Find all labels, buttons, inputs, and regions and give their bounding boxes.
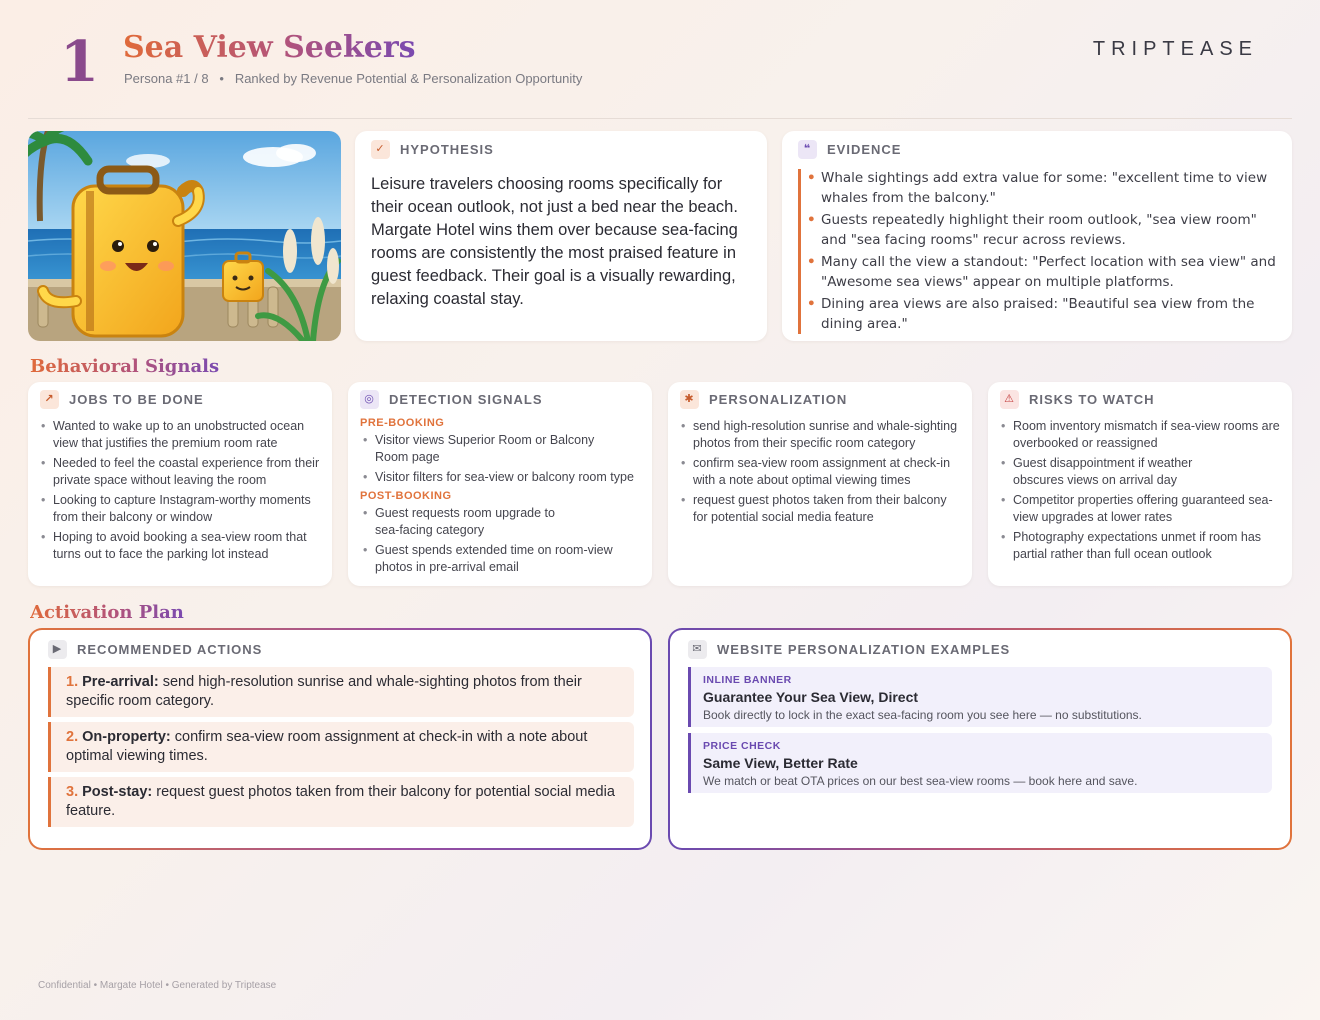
evidence-item: • Guests repeatedly highlight their room outlook, "sea view room" and "sea facing rooms" recur across reviews. (821, 211, 1276, 250)
behavioral-signals-title: Behavioral Signals (30, 356, 220, 377)
risks-heading: RISKS TO WATCH (1029, 392, 1155, 407)
evidence-item: • Whale sightings add extra value for some: "excellent time to view whales from the balcony." (821, 169, 1276, 208)
jobs-header (40, 390, 320, 409)
example-price-check (688, 733, 1272, 793)
recommended-actions-panel (28, 628, 652, 850)
pre-booking-label: PRE-BOOKING (360, 417, 445, 429)
warning-icon: ⚠ (1000, 390, 1019, 409)
action-number: 2. (66, 729, 79, 745)
persona-index: Persona #1 / 8 (124, 71, 209, 86)
website-personalization-panel (668, 628, 1292, 850)
header-divider (28, 118, 1292, 119)
list-item: • Guest disappointment if weather obscures views on arrival day (1000, 455, 1280, 489)
evidence-heading: EVIDENCE (827, 142, 902, 157)
page-footer: Confidential • Margate Hotel • Generated by Triptease (38, 980, 277, 991)
list-item: • send high-resolution sunrise and whale-sighting photos from their specific room category (680, 418, 960, 452)
detection-card (348, 382, 652, 586)
list-item: • Looking to capture Instagram-worthy moments from their balcony or window (40, 492, 320, 526)
example-tag: INLINE BANNER (703, 674, 792, 686)
list-item: • Wanted to wake up to an unobstructed ocean view that justifies the premium room rate (40, 418, 320, 452)
list-item: • Needed to feel the coastal experience from their private space without leaving the room (40, 455, 320, 489)
personalization-heading: PERSONALIZATION (709, 392, 848, 407)
example-title: Same View, Better Rate (703, 755, 858, 771)
action-text: confirm sea-view room assignment at check-in with a note about optimal viewing times. (66, 729, 588, 764)
example-inline-banner (688, 667, 1272, 727)
action-number: 1. (66, 674, 79, 690)
sparkle-icon: ✱ (680, 390, 699, 409)
action-label: Post-stay: (82, 784, 153, 800)
brand-logo: TRIPTEASE (1092, 38, 1258, 60)
actions-header (48, 640, 262, 659)
personalization-card (668, 382, 972, 586)
list-item: • Visitor views Superior Room or Balcony Room page (362, 432, 640, 466)
action-item-post-stay (48, 777, 634, 827)
hypothesis-card (355, 131, 767, 341)
risks-card (988, 382, 1292, 586)
evidence-card (782, 131, 1292, 341)
jobs-list (40, 418, 320, 563)
jobs-card (28, 382, 332, 586)
examples-header (688, 640, 1010, 659)
activation-plan-title: Activation Plan (30, 602, 184, 623)
list-item: • Room inventory mismatch if sea-view rooms are overbooked or reassigned (1000, 418, 1280, 452)
play-icon: ▶ (48, 640, 67, 659)
evidence-item: • Many call the view a standout: "Perfect location with sea view" and "Awesome sea views" appear on multiple platforms. (821, 253, 1276, 292)
hypothesis-text: Leisure travelers choosing rooms specifically for their ocean outlook, not just a bed near the beach. Margate Hotel wins them over because sea-facing rooms are consistently the most praised feature in guest feedback. Their goal is a visually rewarding, relaxing coastal stay. (371, 175, 738, 308)
evidence-item: • Dining area views are also praised: "Beautiful sea view from the dining area." (821, 295, 1276, 334)
ranking-note: Ranked by Revenue Potential & Personalization Opportunity (234, 71, 583, 86)
checkmark-icon: ✓ (371, 140, 390, 159)
hypothesis-header (371, 140, 751, 159)
action-label: On-property: (82, 729, 171, 745)
examples-heading: WEBSITE PERSONALIZATION EXAMPLES (717, 642, 1011, 657)
list-item: • request guest photos taken from their balcony for potential social media feature (680, 492, 960, 526)
risks-list (1000, 418, 1280, 563)
page-header (0, 0, 1320, 120)
evidence-header (798, 140, 1276, 159)
hero-illustration-svg (28, 131, 341, 341)
action-item-on-property (48, 722, 634, 772)
list-item: • confirm sea-view room assignment at check-in with a note about optimal viewing times (680, 455, 960, 489)
list-item: • Photography expectations unmet if room has partial rather than full ocean outlook (1000, 529, 1280, 563)
envelope-icon: ✉ (688, 640, 707, 659)
detection-header (360, 390, 640, 409)
evidence-list (798, 169, 1276, 334)
example-tag: PRICE CHECK (703, 740, 781, 752)
list-item: • Competitor properties offering guaranteed sea-view upgrades at lower rates (1000, 492, 1280, 526)
radar-icon: ◎ (360, 390, 379, 409)
hero-illustration (28, 131, 341, 341)
list-item: • Guest requests room upgrade to sea-facing category (362, 505, 640, 539)
persona-number: 1 (60, 29, 99, 95)
quote-icon: ❝ (798, 140, 817, 159)
list-item: • Hoping to avoid booking a sea-view room that turns out to face the parking lot instead (40, 529, 320, 563)
personalization-header (680, 390, 960, 409)
actions-heading: RECOMMENDED ACTIONS (77, 642, 263, 657)
arrow-up-right-icon: ↗ (40, 390, 59, 409)
example-title: Guarantee Your Sea View, Direct (703, 689, 919, 705)
list-item: • Visitor filters for sea-view or balcony room type (362, 469, 640, 486)
jobs-heading: JOBS TO BE DONE (69, 392, 204, 407)
persona-title: Sea View Seekers (123, 30, 416, 65)
risks-header (1000, 390, 1280, 409)
detection-heading: DETECTION SIGNALS (389, 392, 543, 407)
action-number: 3. (66, 784, 79, 800)
action-text: request guest photos taken from their balcony for potential social media feature. (66, 784, 615, 819)
post-booking-list (360, 505, 640, 576)
action-label: Pre-arrival: (82, 674, 159, 690)
personalization-list (680, 418, 960, 526)
separator-dot: • (212, 71, 232, 86)
action-item-pre-arrival (48, 667, 634, 717)
pre-booking-list (360, 432, 640, 486)
action-text: send high-resolution sunrise and whale-sighting photos from their specific room category. (66, 674, 582, 709)
example-body: We match or beat OTA prices on our best sea-view rooms — book here and save. (703, 774, 1138, 788)
post-booking-label: POST-BOOKING (360, 490, 452, 502)
hypothesis-heading: HYPOTHESIS (400, 142, 494, 157)
list-item: • Guest spends extended time on room-view photos in pre-arrival email (362, 542, 640, 576)
persona-subtitle (124, 71, 582, 86)
example-body: Book directly to lock in the exact sea-facing room you see here — no substitutions. (703, 708, 1142, 722)
